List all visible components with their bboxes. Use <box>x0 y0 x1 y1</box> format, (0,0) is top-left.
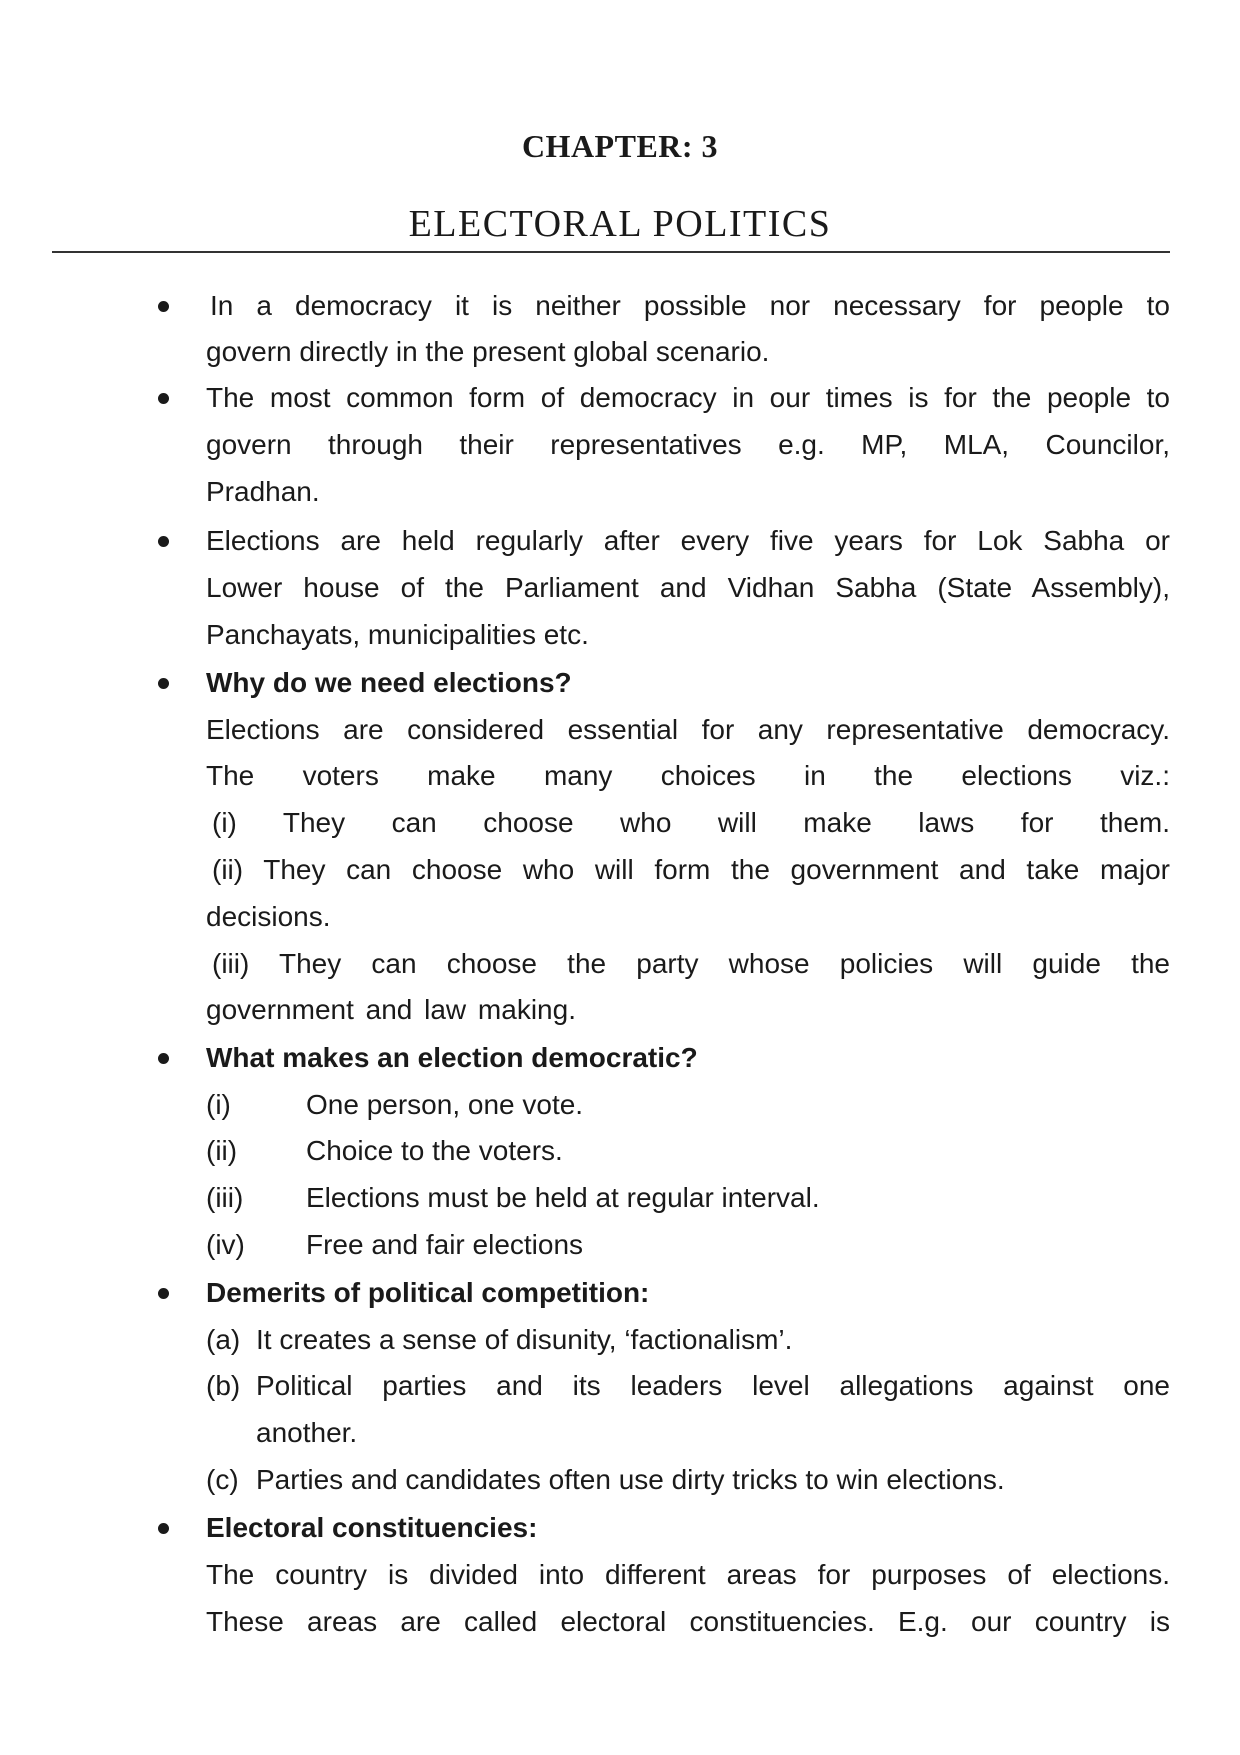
bullet-dot <box>158 301 169 312</box>
text-line: The voters make many choices in the elections viz.: <box>206 760 1170 791</box>
text-line: govern directly in the present global scenario. <box>206 336 770 367</box>
bullet-dot <box>158 536 169 547</box>
text-line: Panchayats, municipalities etc. <box>206 619 589 650</box>
bullet-dot <box>158 1053 169 1064</box>
bullet-dot <box>158 1288 169 1299</box>
text-line: (i) They can choose who will make laws for them. <box>212 807 1170 838</box>
list-marker: (b) <box>206 1370 241 1401</box>
list-item: Elections must be held at regular interval. <box>306 1182 820 1213</box>
list-marker: (iii) <box>206 1182 244 1213</box>
bullet-dot <box>158 1523 169 1534</box>
section-heading: Electoral constituencies: <box>206 1512 538 1543</box>
list-item: Free and fair elections <box>306 1229 584 1260</box>
text-line: Elections are considered essential for any representative democracy. <box>206 714 1170 745</box>
list-item: Political parties and its leaders level allegations against one <box>256 1370 1170 1401</box>
text-line: Lower house of the Parliament and Vidhan Sabha (State Assembly), <box>206 572 1170 603</box>
text-line: In a democracy it is neither possible nor necessary for people to <box>210 290 1170 321</box>
text-line: (iii) They can choose the party whose policies will guide the <box>212 948 1170 979</box>
list-item: One person, one vote. <box>306 1089 584 1120</box>
text-line: (ii) They can choose who will form the government and take major <box>212 854 1170 885</box>
bullet-dot <box>158 393 169 404</box>
chapter-number: CHAPTER: 3 <box>521 128 719 164</box>
text-line: These areas are called electoral constituencies. E.g. our country is <box>206 1606 1170 1637</box>
text-line: govern through their representatives e.g. MP, MLA, Councilor, <box>206 429 1170 460</box>
list-item: Choice to the voters. <box>306 1135 563 1166</box>
text-line: Pradhan. <box>206 476 320 507</box>
list-marker: (iv) <box>206 1229 245 1260</box>
section-heading: What makes an election democratic? <box>206 1042 698 1073</box>
list-marker: (a) <box>206 1324 241 1355</box>
text-line: Elections are held regularly after every five years for Lok Sabha or <box>206 525 1170 556</box>
list-marker: (ii) <box>206 1135 238 1166</box>
section-heading: Why do we need elections? <box>206 667 572 698</box>
chapter-title: ELECTORAL POLITICS <box>408 203 832 245</box>
text-line: The country is divided into different areas for purposes of elections. <box>206 1559 1170 1590</box>
text-line: government and law making. <box>206 994 576 1025</box>
list-item: It creates a sense of disunity, ‘factionalism’. <box>256 1324 793 1355</box>
section-heading: Demerits of political competition: <box>206 1277 650 1308</box>
list-marker: (i) <box>206 1089 231 1120</box>
title-divider <box>52 251 1170 253</box>
list-item: Parties and candidates often use dirty tricks to win elections. <box>256 1464 1005 1495</box>
text-line: decisions. <box>206 901 331 932</box>
list-marker: (c) <box>206 1464 239 1495</box>
list-item-continuation: another. <box>256 1417 358 1448</box>
bullet-dot <box>158 678 169 689</box>
text-line: The most common form of democracy in our times is for the people to <box>206 382 1170 413</box>
